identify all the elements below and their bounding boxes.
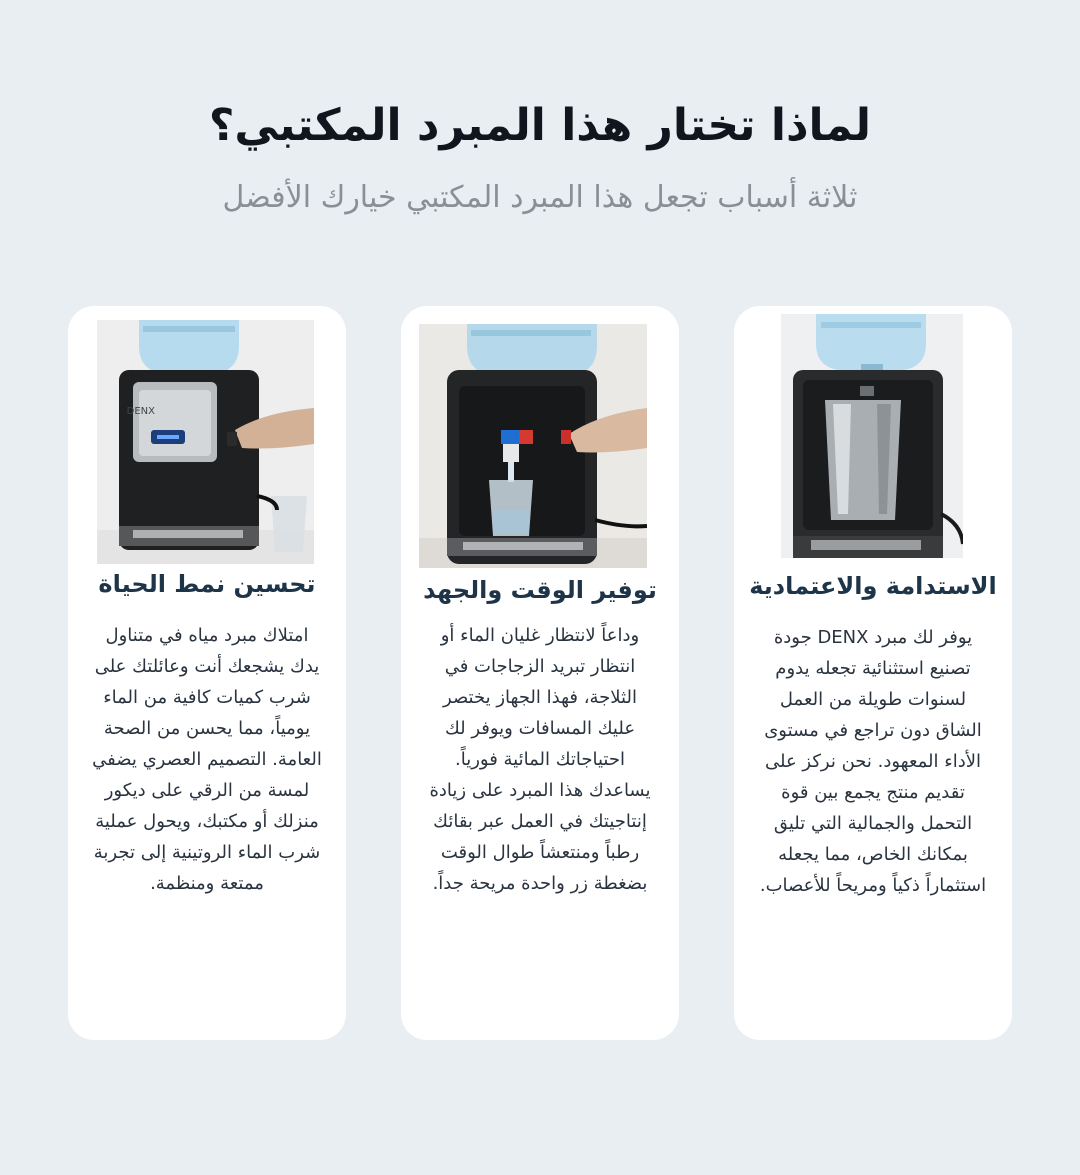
card-body: امتلاك مبرد مياه في متناول يدك يشجعك أنت وعائلتك على شرب كميات كافية من الماء يومياً، مما يحسن من الصحة العامة. التصميم العصري يضفي لمسة من الرقي على ديكور منزلك أو مكتبك، ويحول عملية شرب الماء الروتينية إلى تجربة ممتعة ومنظمة.	[92, 625, 322, 894]
product-photo-filling-glass	[419, 324, 647, 568]
feature-card-time-saving	[401, 306, 679, 1040]
card-title: تحسين نمط الحياة	[98, 570, 316, 598]
water-dispenser-icon	[97, 320, 314, 564]
card-title: توفير الوقت والجهد	[423, 576, 657, 604]
water-dispenser-icon	[419, 324, 647, 568]
feature-card-durability	[734, 306, 1012, 1040]
brand-logo: DENX	[126, 406, 155, 417]
feature-card-lifestyle	[68, 306, 346, 1040]
product-photo-with-glass	[97, 320, 314, 564]
card-title: الاستدامة والاعتمادية	[749, 572, 997, 600]
card-body: وداعاً لانتظار غليان الماء أو انتظار تبريد الزجاجات في الثلاجة، فهذا الجهاز يختصر عليك المسافات ويوفر لك احتياجاتك المائية فورياً. يساعدك هذا المبرد على زيادة إنتاجيتك في العمل عبر بقائك رطباً ومنتعشاً طوال الوقت بضغطة زر واحدة مريحة جداً.	[429, 625, 651, 894]
product-photo-steel-cup	[781, 314, 963, 558]
page-subtitle: ثلاثة أسباب تجعل هذا المبرد المكتبي خيارك الأفضل	[222, 180, 858, 215]
page-title: لماذا تختار هذا المبرد المكتبي؟	[208, 100, 872, 151]
water-dispenser-icon	[781, 314, 963, 558]
card-body: يوفر لك مبرد DENX جودة تصنيع استثنائية تجعله يدوم لسنوات طويلة من العمل الشاق دون تراجع في مستوى الأداء المعهود. نحن نركز على تقديم منتج يجمع بين قوة التحمل والجمالية التي تليق بمكانك الخاص، مما يجعله استثماراً ذكياً ومريحاً للأعصاب.	[759, 627, 987, 896]
